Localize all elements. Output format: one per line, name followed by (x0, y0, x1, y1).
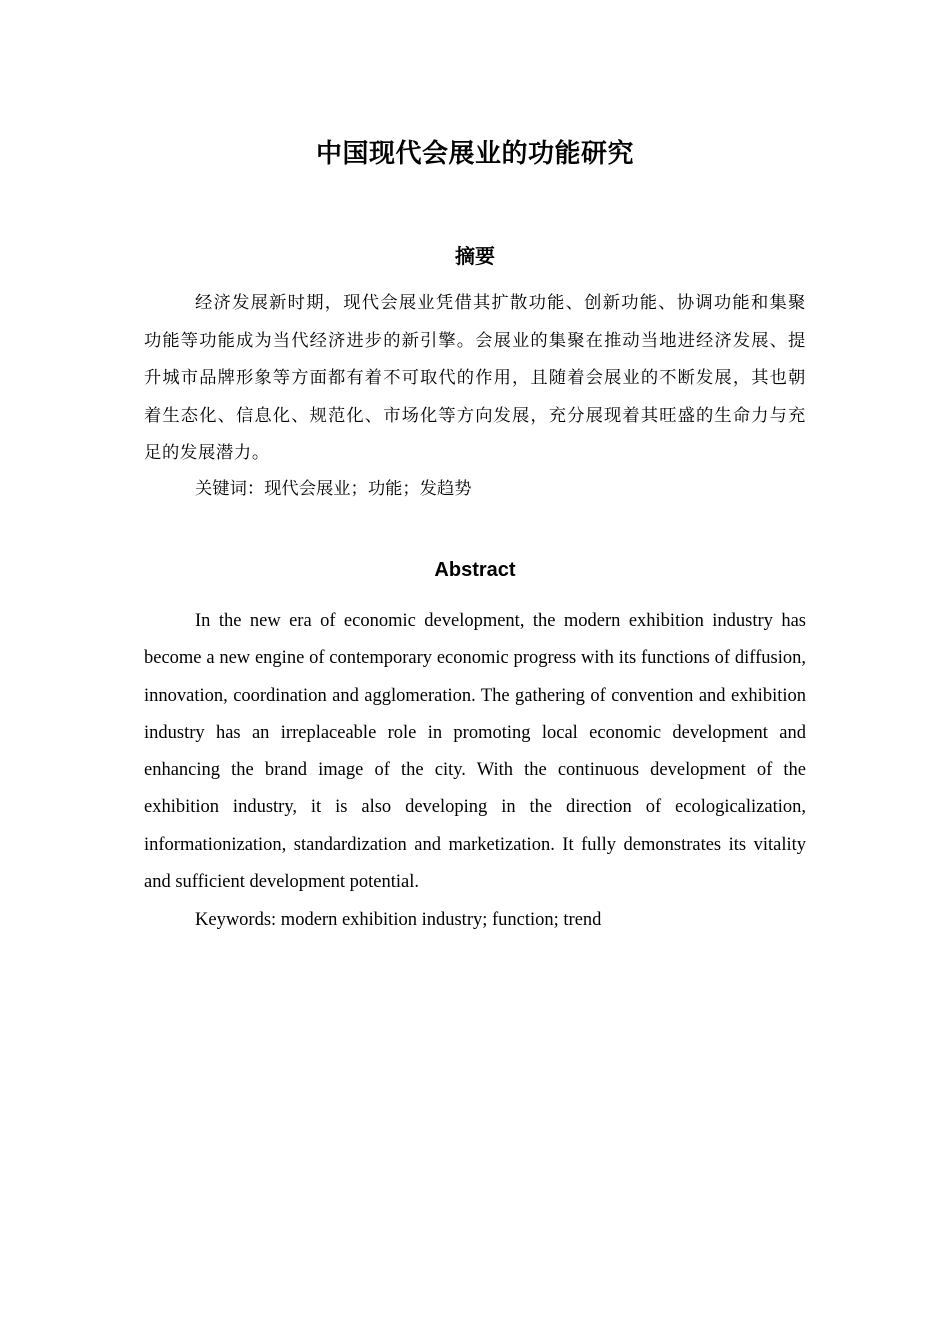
abstract-zh-body: 经济发展新时期，现代会展业凭借其扩散功能、创新功能、协调功能和集聚功能等功能成为当代经济进步的新引擎。会展业的集聚在推动当地进经济发展、提升城市品牌形象等方面都有着不可取代的作用，且随着会展业的不断发展，其也朝着生态化、信息化、规范化、市场化等方向发展，充分展现着其旺盛的生命力与充足的发展潜力。 (144, 293, 806, 463)
keywords-en: Keywords: modern exhibition industry; function; trend (195, 910, 602, 930)
page-title: 中国现代会展业的功能研究 (315, 139, 634, 169)
abstract-zh-heading: 摘要 (455, 244, 495, 268)
abstract-en-heading: Abstract (434, 559, 516, 581)
keywords-zh: 关键词：现代会展业；功能；发趋势 (195, 479, 472, 499)
abstract-en-body: In the new era of economic development, the modern exhibition industry has become a new engine of contemporary economic progress with its functions of diffusion, innovation, coordination and agglomeration. The gathering of convention and exhibition industry has an irreplaceable role in promoting local economic development and enhancing the brand image of the city. With the continuous development of the exhibition industry, it is also developing in the direction of ecologicalization, informationization, standardization and marketization. It fully demonstrates its vitality and sufficient development potential. (144, 611, 806, 893)
